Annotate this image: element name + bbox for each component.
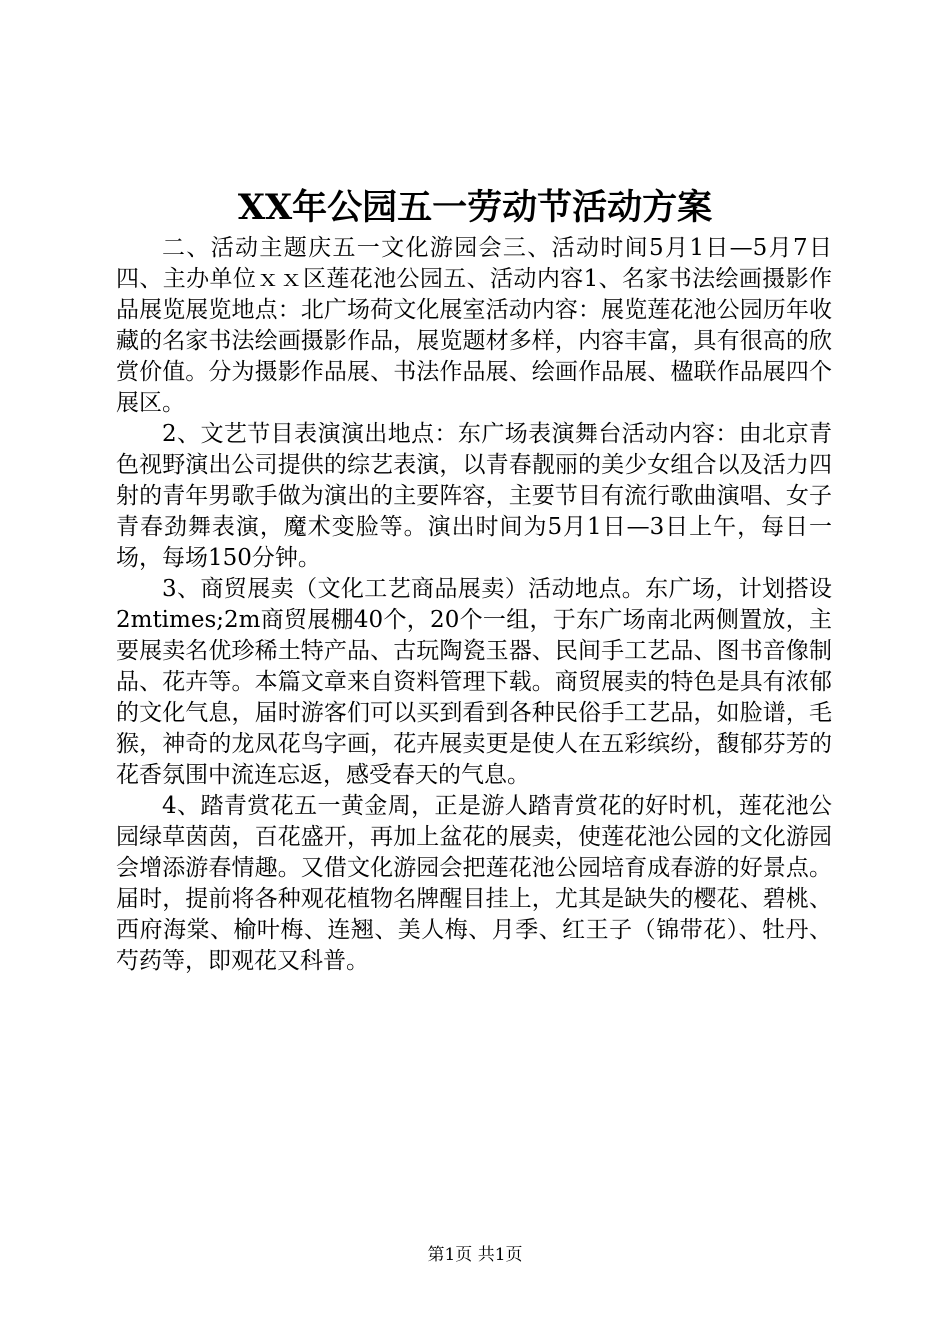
paragraph-1: 二、活动主题庆五一文化游园会三、活动时间5月1日—5月7日四、主办单位ｘｘ区莲花池公园五、活动内容1、名家书法绘画摄影作品展览展览地点：北广场荷文化展室活动内容：展览莲花池公园历年收藏的名家书法绘画摄影作品，展览题材多样，内容丰富，具有很高的欣赏价值。分为摄影作品展、书法作品展、绘画作品展、楹联作品展四个展区。 — [116, 235, 832, 416]
page-footer: 第1页 共1页 — [427, 1245, 523, 1265]
document-title: XX年公园五一劳动节活动方案 — [237, 187, 713, 228]
paragraph-3: 3、商贸展卖（文化工艺商品展卖）活动地点。东广场，计划搭设2mtimes;2m商贸展棚40个，20个一组，于东广场南北两侧置放，主要展卖名优珍稀土特产品、古玩陶瓷玉器、民间手工艺品、图书音像制品、花卉等。本篇文章来自资料管理下载。商贸展卖的特色是具有浓郁的文化气息，届时游客们可以买到看到各种民俗手工艺品，如脸谱，毛猴，神奇的龙凤花鸟字画，花卉展卖更是使人在五彩缤纷，馥郁芬芳的花香氛围中流连忘返，感受春天的气息。 — [116, 576, 832, 788]
paragraph-4: 4、踏青赏花五一黄金周，正是游人踏青赏花的好时机，莲花池公园绿草茵茵，百花盛开，再加上盆花的展卖，使莲花池公园的文化游园会增添游春情趣。又借文化游园会把莲花池公园培育成春游的好景点。届时，提前将各种观花植物名牌醒目挂上，尤其是缺失的樱花、碧桃、西府海棠、榆叶梅、连翘、美人梅、月季、红王子（锦带花）、牡丹、芍药等，即观花又科普。 — [116, 793, 832, 974]
paragraph-2: 2、文艺节目表演演出地点：东广场表演舞台活动内容：由北京青色视野演出公司提供的综艺表演，以青春靓丽的美少女组合以及活力四射的青年男歌手做为演出的主要阵容，主要节目有流行歌曲演唱、女子青春劲舞表演，魔术变脸等。演出时间为5月1日—3日上午，每日一场，每场150分钟。 — [116, 421, 832, 571]
document-body — [116, 233, 832, 977]
